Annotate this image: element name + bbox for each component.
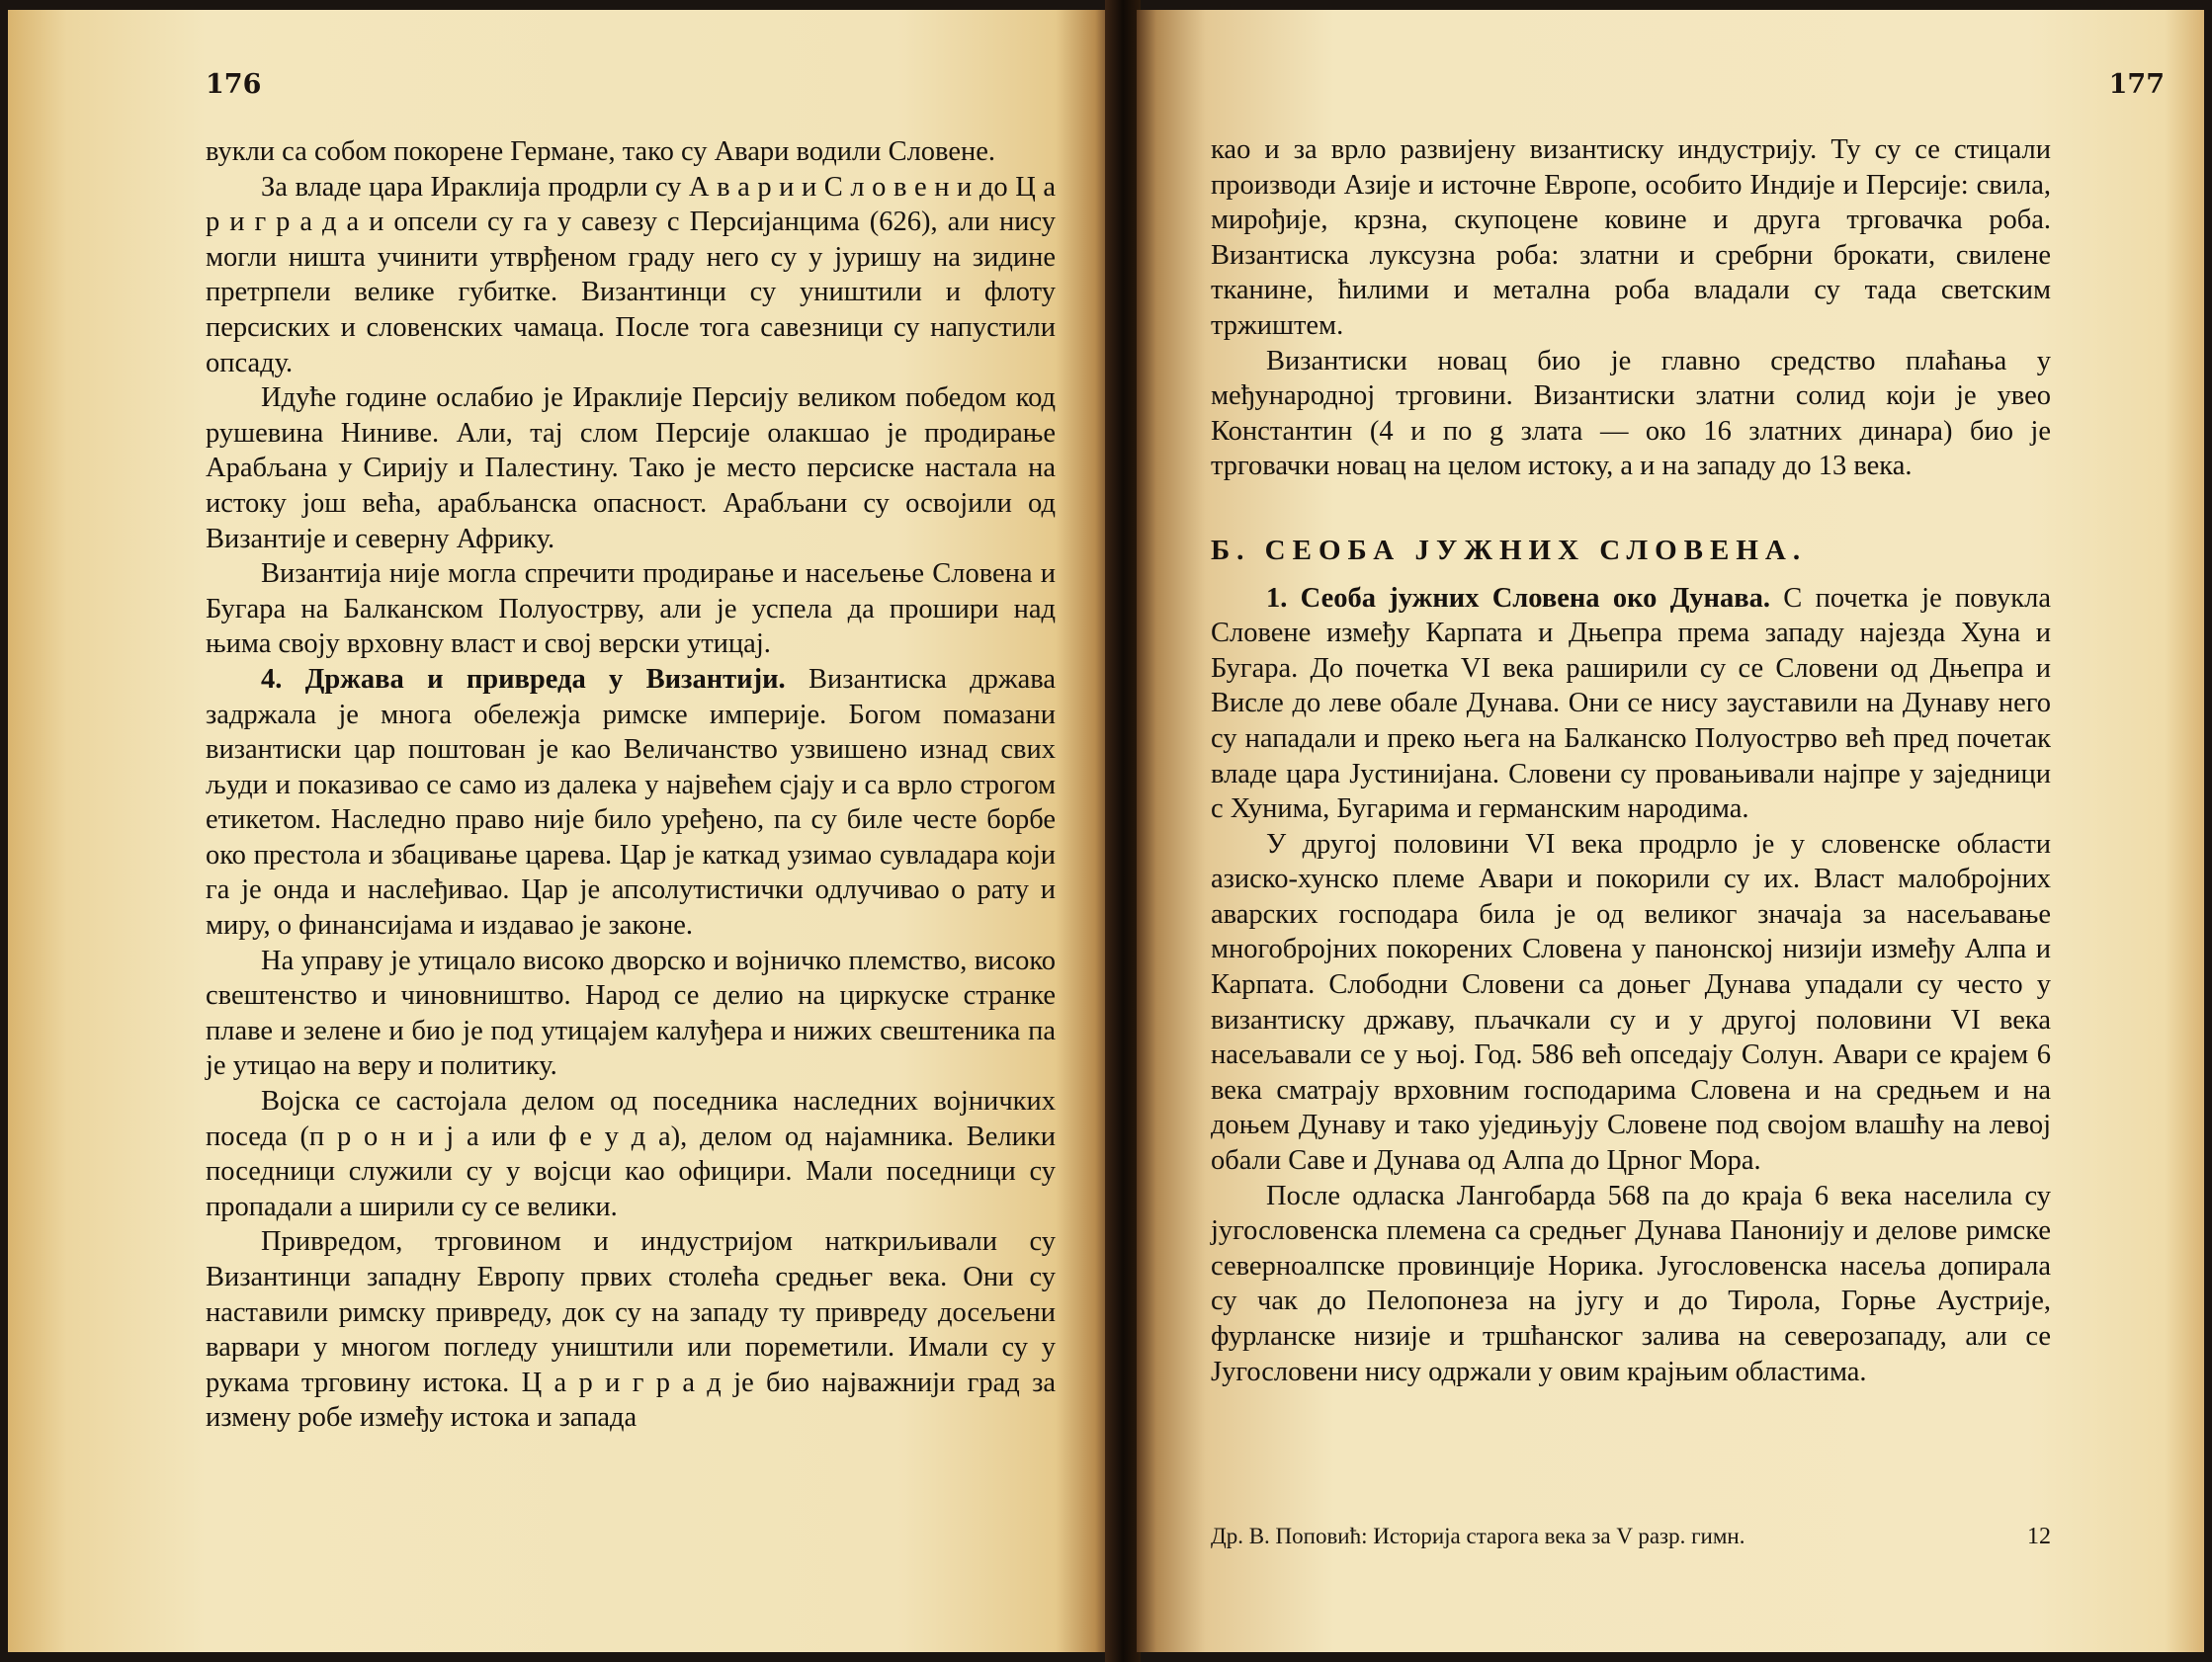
paragraph: Идуће године ослабио је Ираклије Персију великом победом код рушевина Ниниве. Али, тај слом Персије олакшао је продирање Арабљана у Сирију и Палестину. Тако је место персиске настала на истоку још већа, арабљанска опасност. Арабљани су освојили од Византије и северну Африку. <box>206 382 1056 554</box>
page-number-right: 177 <box>2108 69 2165 100</box>
section-4-text: Византиска држава задржала је многа обележја римске империје. Богом помазани византиски цар поштован је као Величанство узвишено изнад свих људи и показивао се само из далека у највећем сјају и са врло строгом етикетом. Наследно право није било уређено, па су биле честе борбе око престола и збацивање царева. Цар је каткад узимао сувладара који га је онда и наслеђивао. Цар је апсолутистички одлучивао о рату и миру, о финансијама и издавао је законе. <box>206 663 1057 942</box>
paragraph: После одласка Лангобарда 568 па до краја 6 века населила су југословенска племена са средњег Дунава Панонију и делове римске северноалпске провинције Норика. Југословенска насеља допирала су чак до Пелопонеза на југу и до Тирола, Горње Аустрије, фурланске низије и тршћанског залива на северозападу, али се Југословени нису одржали у овим крајњим областима. <box>1211 1180 2051 1387</box>
section-1-heading: 1. Сеоба јужних Словена око Дунава. <box>1266 582 1770 614</box>
right-page-text <box>1211 132 2051 1389</box>
section-4-heading: 4. Држава и привреда у Византији. <box>261 663 786 695</box>
left-page-text <box>206 134 1056 1436</box>
paragraph: За владе цара Ираклија продрли су А в а р и и С л о в е н и до Ц а р и г р а д а и опсели су га у савезу с Персијанцима (626), али нису могли ништа учинити утврђеном граду него су у јуришу на зидине претрпели велике губитке. Византинци су уништили и флоту персиских и словенских чамаца. После тога савезници су напустили опсаду. <box>206 171 1056 378</box>
paragraph: Византија није могла спречити продирање и насељење Словена и Бугара на Балканском Полуострву, али је успела да прошири над њима своју врховну власт и свој верски утицај. <box>206 558 1056 660</box>
left-page <box>8 10 1110 1652</box>
footer-text: Др. В. Поповић: Историја старога века за V разр. гимн. <box>1211 1524 1745 1548</box>
section-1-paragraph <box>1211 581 2051 827</box>
paragraph: као и за врло развијену византиску индустрију. Ту су се стицали производи Азије и источне Европе, особито Индије и Персије: свила, мирођије, крзна, скупоцене ковине и друга трговачка роба. Византиска луксузна роба: златни и сребрни брокати, свилене тканине, ћилими и метална роба владали су тада светским тржиштем. <box>1211 134 2051 341</box>
right-page <box>1137 10 2204 1652</box>
paragraph: Привредом, трговином и индустријом наткриљивали су Византинци западну Европу првих столећа средњег века. Они су наставили римску привреду, док су на западу ту привреду досељени варвари у многом погледу уништили или пореметили. Имали су у рукама трговину истока. Ц а р и г р а д је био најважнији град за измену робе између истока и запада <box>206 1226 1056 1434</box>
paragraph: Војска се састојала делом од поседника наследних војничких поседа (п р о н и ј а или ф е у д а), делом од најамника. Велики поседници служили су у војсци као официри. Мали поседници су пропадали а ширили су се велики. <box>206 1086 1056 1222</box>
section-4-paragraph <box>206 662 1056 944</box>
paragraph: У другој половини VI века продрло је у словенске области азиско-хунско племе Авари и покорили су их. Власт малобројних аварских господара била је од великог значаја за насељавање многобројних покорених Словена у панонској низији између Алпа и Карпата. Слободни Словени са доњег Дунава упадали су често у византиску државу, пљачкали су и у другој половини VI века насељавали се у њој. Год. 586 већ опседају Солун. Авари се крајем 6 века сматрају врховним господарима Словена и на средњем и на доњем Дунаву и тако уједињују Словене под својом влашћу на левој обали Саве и Дунава од Алпа до Црног Мора. <box>1211 828 2051 1177</box>
paragraph: Византиски новац био је главно средство плаћања у међународној трговини. Византиски златни солид који је увео Константин (4 и по g злата — око 16 златних динара) био је трговачки новац на целом истоку, а и на западу до 13 века. <box>1211 345 2051 482</box>
paragraph: На управу је утицало високо дворско и војничко племство, високо свештенство и чиновништво. Народ се делио на циркуске странке плаве и зелене и био је под утицајем калуђера и нижих свештеника па је утицао на веру и политику. <box>206 945 1056 1082</box>
page-number-left: 176 <box>206 69 262 100</box>
signature-number: 12 <box>2027 1524 2051 1549</box>
section-1-text: С почетка је повукла Словене између Карпата и Дњепра према западу најезда Хуна и Бугара. До почетка VI века раширили су се Словени од Дњепра и Висле до леве обале Дунава. Они се нису зауставили на Дунаву него су нападали и преко њега на Балканско Полуострво већ пред почетак владе цара Јустинијана. Словени су провањивали најпре у заједници с Хунима, Бугарима и германским народима. <box>1211 582 2051 825</box>
book-spine <box>1105 0 1141 1662</box>
section-title: Б. СЕОБА ЈУЖНИХ СЛОВЕНА. <box>1211 534 1808 566</box>
paragraph: вукли са собом покорене Германе, тако су Авари водили Словене. <box>206 136 996 167</box>
page-footer <box>1211 1524 2051 1549</box>
